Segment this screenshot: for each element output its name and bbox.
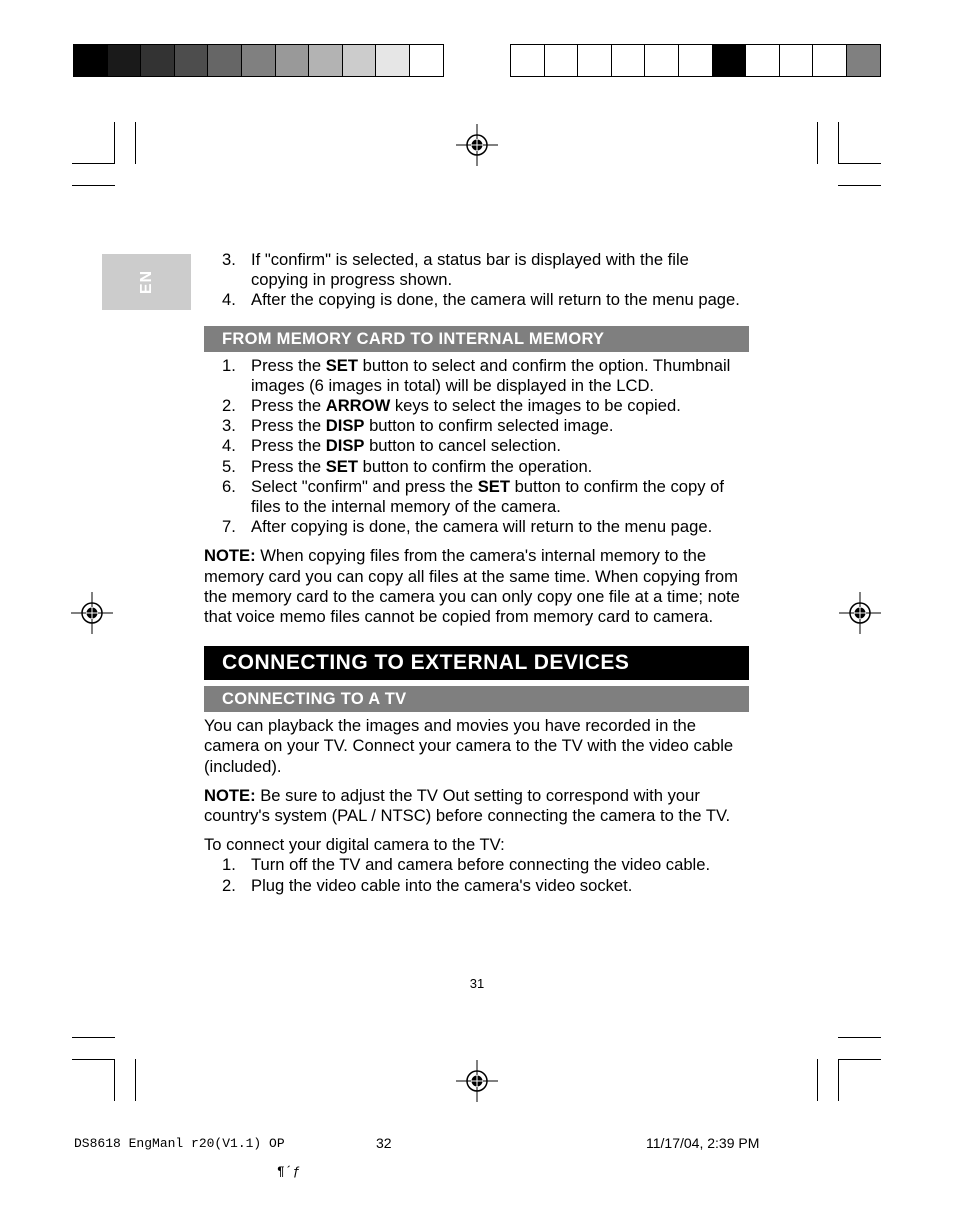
section-heading-tv: CONNECTING TO A TV (204, 686, 749, 712)
note-label: NOTE: (204, 785, 256, 805)
color-swatch (846, 44, 881, 77)
color-swatch (544, 44, 579, 77)
language-tab (102, 254, 191, 310)
tv-intro: You can playback the images and movies you have recorded in the camera on your TV. Connect your camera to the TV with the video cable (included). (204, 716, 734, 776)
color-swatch (678, 44, 713, 77)
color-swatch (644, 44, 679, 77)
list-item: 1. Turn off the TV and camera before connecting the video cable. (222, 855, 711, 875)
memory-note: NOTE: When copying files from the camera's internal memory to the memory card you can copy all files at the same time. When copying from the memory card to the camera you can only copy one file at a time; note that voice memo files cannot be copied from memory card to camera. (204, 546, 740, 627)
tv-lead: To connect your digital camera to the TV: (204, 835, 505, 855)
page-number: 31 (469, 976, 485, 991)
color-swatch (409, 44, 444, 77)
color-swatch (308, 44, 343, 77)
color-swatch (611, 44, 646, 77)
footer-glyph: ¶´ƒ (277, 1164, 301, 1179)
chapter-heading-external-devices: CONNECTING TO EXTERNAL DEVICES (204, 646, 749, 680)
list-item: 6. Select "confirm" and press the SET button to confirm the copy of files to the internal memory of the camera. (222, 476, 724, 517)
list-item: 7. After copying is done, the camera will return to the menu page. (222, 517, 713, 537)
color-swatch (712, 44, 747, 77)
registration-mark-icon (71, 592, 113, 634)
color-swatch (140, 44, 175, 77)
section-heading-memory-card: FROM MEMORY CARD TO INTERNAL MEMORY (204, 326, 749, 352)
color-swatch (342, 44, 377, 77)
color-swatch (73, 44, 108, 77)
tv-note: NOTE: Be sure to adjust the TV Out setting to correspond with your country's system (PAL / NTSC) before connecting the camera to the TV. (204, 785, 731, 826)
list-item: 2. Plug the video cable into the camera's video socket. (222, 875, 633, 895)
list-item: 3. Press the DISP button to confirm selected image. (222, 416, 614, 436)
color-swatch (745, 44, 780, 77)
continued-steps-list (204, 250, 749, 311)
color-swatch (812, 44, 847, 77)
footer-sheet-number: 32 (376, 1135, 392, 1151)
registration-mark-icon (839, 592, 881, 634)
note-label: NOTE: (204, 546, 256, 566)
list-item: 1. Press the SET button to select and confirm the option. Thumbnail images (6 images in total) will be displayed in the LCD. (222, 355, 731, 395)
color-swatch (107, 44, 142, 77)
color-swatch (779, 44, 814, 77)
footer-filename: DS8618 EngManl r20(V1.1) OP (74, 1136, 285, 1151)
list-item: 5. Press the SET button to confirm the operation. (222, 456, 593, 476)
color-swatch (207, 44, 242, 77)
color-swatch (174, 44, 209, 77)
language-tab-label: EN (137, 269, 155, 295)
list-item: 4. Press the DISP button to cancel selection. (222, 436, 561, 456)
list-item: 4. After the copying is done, the camera will return to the menu page. (222, 290, 740, 310)
color-swatch (577, 44, 612, 77)
color-swatch (375, 44, 410, 77)
tv-steps-list (204, 855, 749, 895)
list-item: 2. Press the ARROW keys to select the images to be copied. (222, 396, 681, 416)
color-swatch (241, 44, 276, 77)
memory-card-steps-list (204, 356, 749, 538)
color-swatch (275, 44, 310, 77)
registration-mark-icon (456, 124, 498, 166)
registration-mark-icon (456, 1060, 498, 1102)
color-swatch (510, 44, 545, 77)
list-item: 3. If "confirm" is selected, a status bar is displayed with the file copying in progress shown. (222, 250, 689, 290)
page-content (204, 250, 749, 896)
footer-timestamp: 11/17/04, 2:39 PM (646, 1135, 760, 1151)
